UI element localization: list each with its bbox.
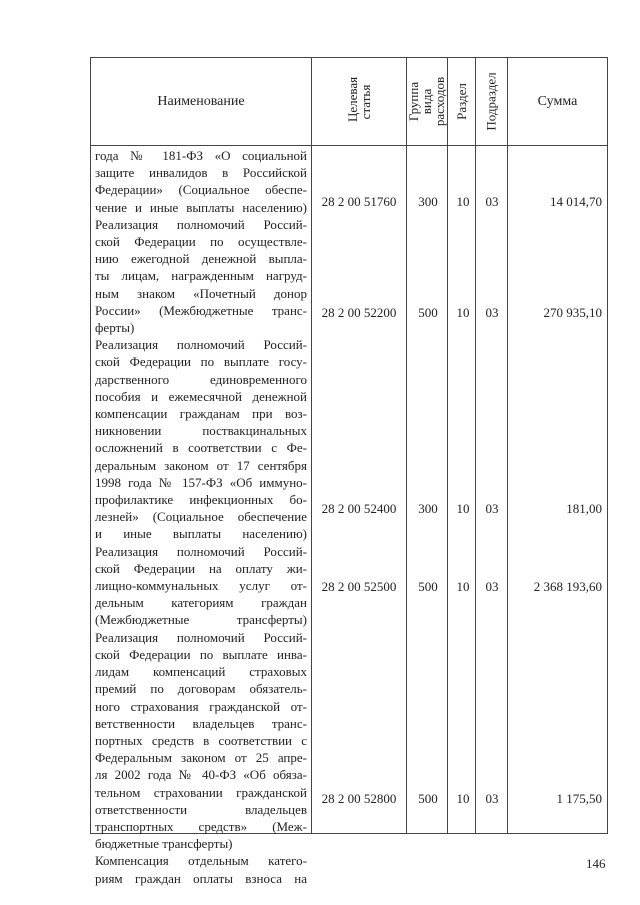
name-line: Федеральным законом от 25 апре- [95,750,307,766]
row-subsection: 03 [485,501,499,516]
column-divider [447,58,448,833]
name-line: лидам компенсаций страховых [95,664,307,680]
column-divider [311,58,312,833]
name-line: Реализация полномочий Россий- [95,337,307,353]
row-subsection: 03 [485,791,499,806]
row-expense-group: 500 [418,305,438,320]
name-line: ты лицам, награжденным нагруд- [95,268,307,284]
row-code: 28 2 00 52500 [321,579,397,594]
name-line: нию ежегодной денежной выпла- [95,251,307,267]
name-line: ской Федерации по выплате инва- [95,646,307,662]
row-expense-group: 300 [418,194,438,209]
name-line: защите инвалидов в Российской [95,165,307,181]
name-line: ферты) [95,320,135,336]
name-line: (Межбюджетные трансферты) [95,612,307,628]
name-line: транспортных средств» (Меж- [95,818,307,834]
row-expense-group: 500 [418,579,438,594]
name-line: ской Федерации на оплату жи- [95,560,307,576]
name-line: компенсации гражданам при воз- [95,406,307,422]
name-line: бюджетные трансферты) [95,836,233,852]
page-number: 146 [586,856,606,871]
name-line: Федерации» (Социальное обеспе- [95,182,307,198]
name-line: ным знаком «Почетный донор [95,285,307,301]
column-divider [507,58,508,833]
row-section: 10 [456,579,470,594]
name-line: Реализация полномочий Россий- [95,216,307,232]
row-sum: 2 368 193,60 [533,579,602,594]
name-line: ля 2002 года № 40-ФЗ «Об обяза- [95,767,307,783]
name-line: никновении поствакцинальных [95,423,307,439]
name-line: осложнений в соответствии с Фе- [95,440,307,456]
header-name: Наименование [157,93,245,109]
row-expense-group: 500 [418,791,438,806]
name-line: тельном страховании гражданской [95,784,307,800]
name-line: дарственного единовременного [95,371,307,387]
row-code: 28 2 00 51760 [321,194,397,209]
name-line: ного страхования гражданской от- [95,698,307,714]
name-line: пособия и ежемесячной денежной [95,388,307,404]
row-sum: 270 935,10 [543,305,602,320]
name-line: портных средств в соответствии с [95,732,307,748]
name-line: чение и иные выплаты населению) [95,199,307,215]
name-column-text [95,147,307,887]
name-line: ветственности владельцев транс- [95,715,307,731]
name-line: Реализация полномочий Россий- [95,543,307,559]
name-line: премий по договорам обязатель- [95,681,307,697]
name-line: и иные выплаты населению) [95,526,307,542]
row-subsection: 03 [485,579,499,594]
row-code: 28 2 00 52800 [321,791,397,806]
name-line: лищно-коммунальных услуг от- [95,578,307,594]
name-line: ской Федерации по осуществле- [95,234,307,250]
row-sum: 14 014,70 [550,194,602,209]
row-section: 10 [456,501,470,516]
name-line: 1998 года № 157-ФЗ «Об иммуно- [95,474,307,490]
row-section: 10 [456,305,470,320]
name-line: Реализация полномочий Россий- [95,629,307,645]
header-divider [91,145,607,146]
column-divider [475,58,476,833]
row-section: 10 [456,194,470,209]
name-line: деральным законом от 17 сентября [95,457,307,473]
header-target-article: Целевая статья [344,76,373,122]
header-subsection: Подраздел [483,72,499,131]
name-line: лезней» (Социальное обеспечение [95,509,307,525]
header-section: Раздел [453,83,469,120]
header-expense-group: Группа вида расходов [406,76,447,127]
header-sum: Сумма [537,93,578,109]
row-expense-group: 300 [418,501,438,516]
row-section: 10 [456,791,470,806]
name-line: года № 181-ФЗ «О социальной [95,148,307,163]
name-line: риям граждан оплаты взноса на [95,870,307,886]
column-divider [406,58,407,833]
row-sum: 181,00 [566,501,602,516]
name-line: профилактике инфекционных бо- [95,492,307,508]
name-line: ской Федерации по выплате госу- [95,354,307,370]
name-line: России» (Межбюджетные транс- [95,302,307,318]
row-subsection: 03 [485,305,499,320]
name-line: Компенсация отдельным катего- [95,853,307,869]
row-code: 28 2 00 52400 [321,501,397,516]
row-sum: 1 175,50 [556,791,602,806]
name-line: ответственности владельцев [95,801,307,817]
row-subsection: 03 [485,194,499,209]
row-code: 28 2 00 52200 [321,305,397,320]
name-line: дельным категориям граждан [95,595,307,611]
